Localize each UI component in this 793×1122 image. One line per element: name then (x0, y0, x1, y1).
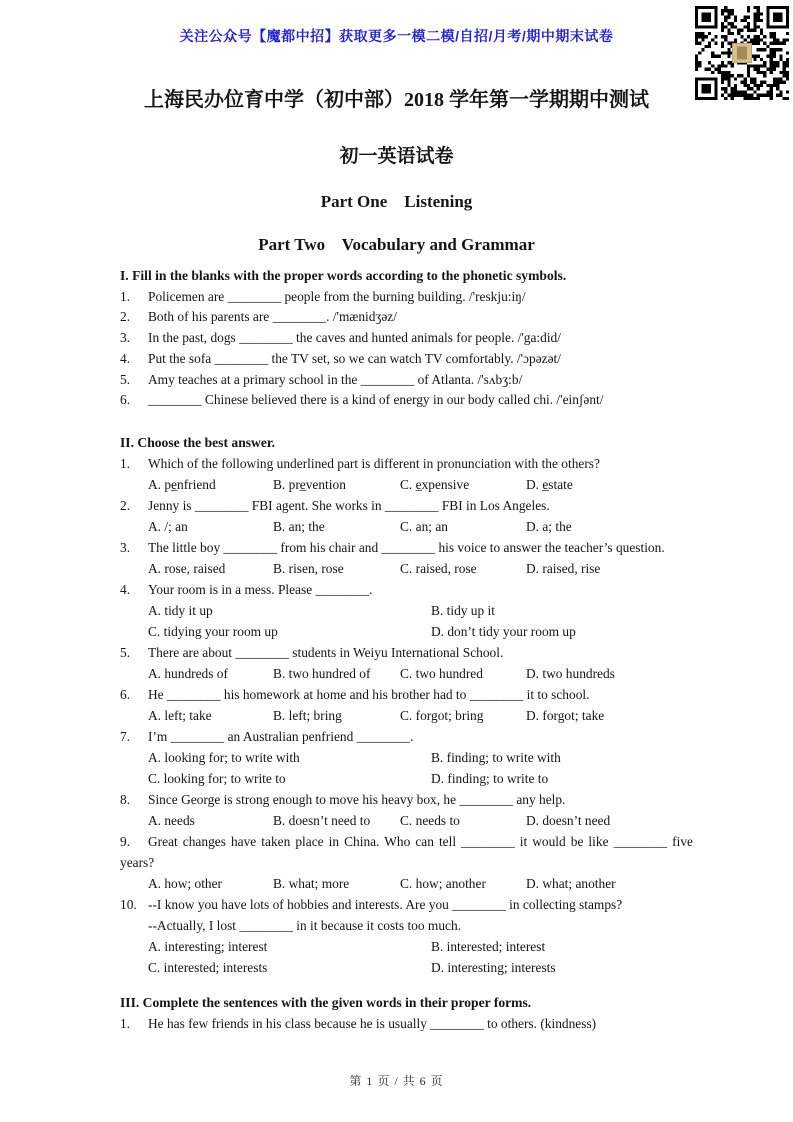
options-row (120, 600, 693, 621)
item-text: Policemen are ________ people from the burning building. /'reskju:iŋ/ (148, 288, 526, 304)
option-a: A. hundreds of (148, 665, 228, 681)
options-row (120, 621, 693, 642)
question-text: I’m ________ an Australian penfriend ________. (148, 728, 414, 744)
option-b: B. interested; interest (431, 938, 546, 954)
item-number: 1. (120, 1015, 131, 1031)
item-number: 1. (120, 288, 131, 304)
item-number: 2. (120, 309, 131, 325)
item-number: 6. (120, 392, 131, 408)
option-a: A. rose, raised (148, 560, 226, 576)
option-d: D. e̲state (526, 476, 573, 492)
option-d: D. don’t tidy your room up (431, 623, 576, 639)
fill-blank-item (120, 370, 693, 391)
item-number: 4. (120, 350, 131, 366)
part-one-heading: Part One Listening (320, 192, 473, 211)
item-text: He has few friends in his class because he is usually ________ to others. (kindness) (148, 1015, 597, 1031)
options-row (120, 873, 693, 894)
option-d: D. doesn’t need (526, 812, 611, 828)
options-row (120, 957, 693, 978)
option-a: A. pe̲nfriend (148, 476, 216, 492)
option-a: A. tidy it up (148, 602, 213, 618)
options-row (120, 516, 693, 537)
question-number: 4. (120, 581, 131, 597)
option-b: B. an; the (273, 518, 325, 534)
option-d: D. finding; to write to (431, 770, 549, 786)
question-text-continued: years? (120, 854, 155, 870)
mcq-question (120, 495, 693, 516)
mcq-question (120, 684, 693, 705)
option-c: C. needs to (400, 812, 460, 828)
question-text-continued: --Actually, I lost ________ in it because it costs too much. (148, 917, 462, 933)
question-number: 2. (120, 497, 131, 513)
option-c: C. interested; interests (148, 959, 268, 975)
question-number: 6. (120, 686, 131, 702)
options-row (120, 663, 693, 684)
paper-subtitle: 初一英语试卷 (339, 146, 454, 167)
fill-blank-item (120, 328, 693, 349)
option-b: B. risen, rose (273, 560, 344, 576)
option-a: A. looking for; to write with (148, 749, 300, 765)
option-d: D. a; the (526, 518, 572, 534)
option-b: B. left; bring (273, 707, 342, 723)
section1 (120, 287, 693, 411)
mcq-question (120, 726, 693, 747)
option-c: C. two hundred (400, 665, 483, 681)
fill-blank-item (120, 1013, 693, 1034)
question-number: 9. (120, 833, 131, 849)
item-text: Amy teaches at a primary school in the ________ of Atlanta. /'sʌbʒ:b/ (148, 371, 523, 387)
options-row (120, 558, 693, 579)
question-number: 3. (120, 539, 131, 555)
question-text: There are about ________ students in Weiyu International School. (148, 644, 504, 660)
fill-blank-item (120, 307, 693, 328)
fill-blank-item (120, 287, 693, 308)
question-number: 1. (120, 455, 131, 471)
question-text: Jenny is ________ FBI agent. She works in ________ FBI in Los Angeles. (148, 497, 550, 513)
item-number: 5. (120, 371, 131, 387)
fill-blank-item (120, 349, 693, 370)
item-text: Both of his parents are ________. /'mænidʒəz/ (148, 309, 397, 325)
option-b: B. what; more (273, 875, 350, 891)
mcq-question (120, 831, 693, 852)
options-row (120, 936, 693, 957)
mcq-question (120, 453, 693, 474)
mcq-question (120, 642, 693, 663)
option-d: D. forgot; take (526, 707, 605, 723)
option-c: C. how; another (400, 875, 486, 891)
option-a: A. left; take (148, 707, 212, 723)
section2-heading: II. Choose the best answer. (120, 434, 276, 450)
part-two-heading: Part Two Vocabulary and Grammar (258, 235, 535, 254)
option-c: C. an; an (400, 518, 448, 534)
option-c: C. forgot; bring (400, 707, 484, 723)
mcq-question (120, 579, 693, 600)
promo-banner: 关注公众号【魔都中招】获取更多一模二模/自招/月考/期中期末试卷 (179, 28, 614, 44)
question-text: --I know you have lots of hobbies and interests. Are you ________ in collecting stamps? (148, 896, 623, 912)
question-number: 8. (120, 791, 131, 807)
question-number: 10. (120, 896, 137, 912)
options-row (120, 474, 693, 495)
item-number: 3. (120, 330, 131, 346)
item-text: ________ Chinese believed there is a kind of energy in our body called chi. /'einʃənt/ (148, 392, 604, 408)
question-number: 7. (120, 728, 131, 744)
paper-body (0, 266, 793, 1034)
item-text: Put the sofa ________ the TV set, so we can watch TV comfortably. /'ɔpəzət/ (148, 350, 561, 366)
option-c: C. e̲xpensive (400, 476, 470, 492)
section3 (120, 1013, 693, 1034)
option-b: B. two hundred of (273, 665, 371, 681)
option-a: A. needs (148, 812, 195, 828)
question-text: Which of the following underlined part is different in pronunciation with the others? (148, 455, 600, 471)
question-number: 5. (120, 644, 131, 660)
option-d: D. interesting; interests (431, 959, 556, 975)
option-d: D. raised, rise (526, 560, 601, 576)
page-footer: 第 1 页 / 共 6 页 (349, 1074, 444, 1088)
section3-heading: III. Complete the sentences with the given words in their proper forms. (120, 994, 532, 1010)
option-d: D. two hundreds (526, 665, 615, 681)
question-text: Great changes have taken place in China. Who can tell ________ it would be like ________ five (148, 833, 693, 849)
question-text: Your room is in a mess. Please ________. (148, 581, 373, 597)
options-row (120, 768, 693, 789)
section2 (120, 453, 693, 978)
item-text: In the past, dogs ________ the caves and hunted animals for people. /'ga:did/ (148, 330, 561, 346)
option-c: C. raised, rose (400, 560, 477, 576)
question-text: Since George is strong enough to move his heavy box, he ________ any help. (148, 791, 566, 807)
mcq-question (120, 894, 693, 915)
option-c: C. tidying your room up (148, 623, 278, 639)
option-a: A. interesting; interest (148, 938, 268, 954)
option-b: B. pre̲vention (273, 476, 346, 492)
mcq-question (120, 537, 693, 558)
options-row (120, 747, 693, 768)
fill-blank-item (120, 390, 693, 411)
option-c: C. looking for; to write to (148, 770, 286, 786)
option-a: A. /; an (148, 518, 188, 534)
option-d: D. what; another (526, 875, 616, 891)
qr-code (695, 6, 789, 100)
options-row (120, 810, 693, 831)
section1-heading: I. Fill in the blanks with the proper words according to the phonetic symbols. (120, 268, 567, 283)
question-text: He ________ his homework at home and his brother had to ________ it to school. (148, 686, 590, 702)
option-a: A. how; other (148, 875, 223, 891)
options-row (120, 705, 693, 726)
question-text: The little boy ________ from his chair and ________ his voice to answer the teacher’s question. (148, 539, 665, 555)
mcq-question (120, 789, 693, 810)
option-b: B. doesn’t need to (273, 812, 371, 828)
paper-title: 上海民办位育中学（初中部）2018 学年第一学期期中测试 (144, 89, 649, 111)
option-b: B. finding; to write with (431, 749, 561, 765)
option-b: B. tidy up it (431, 602, 495, 618)
